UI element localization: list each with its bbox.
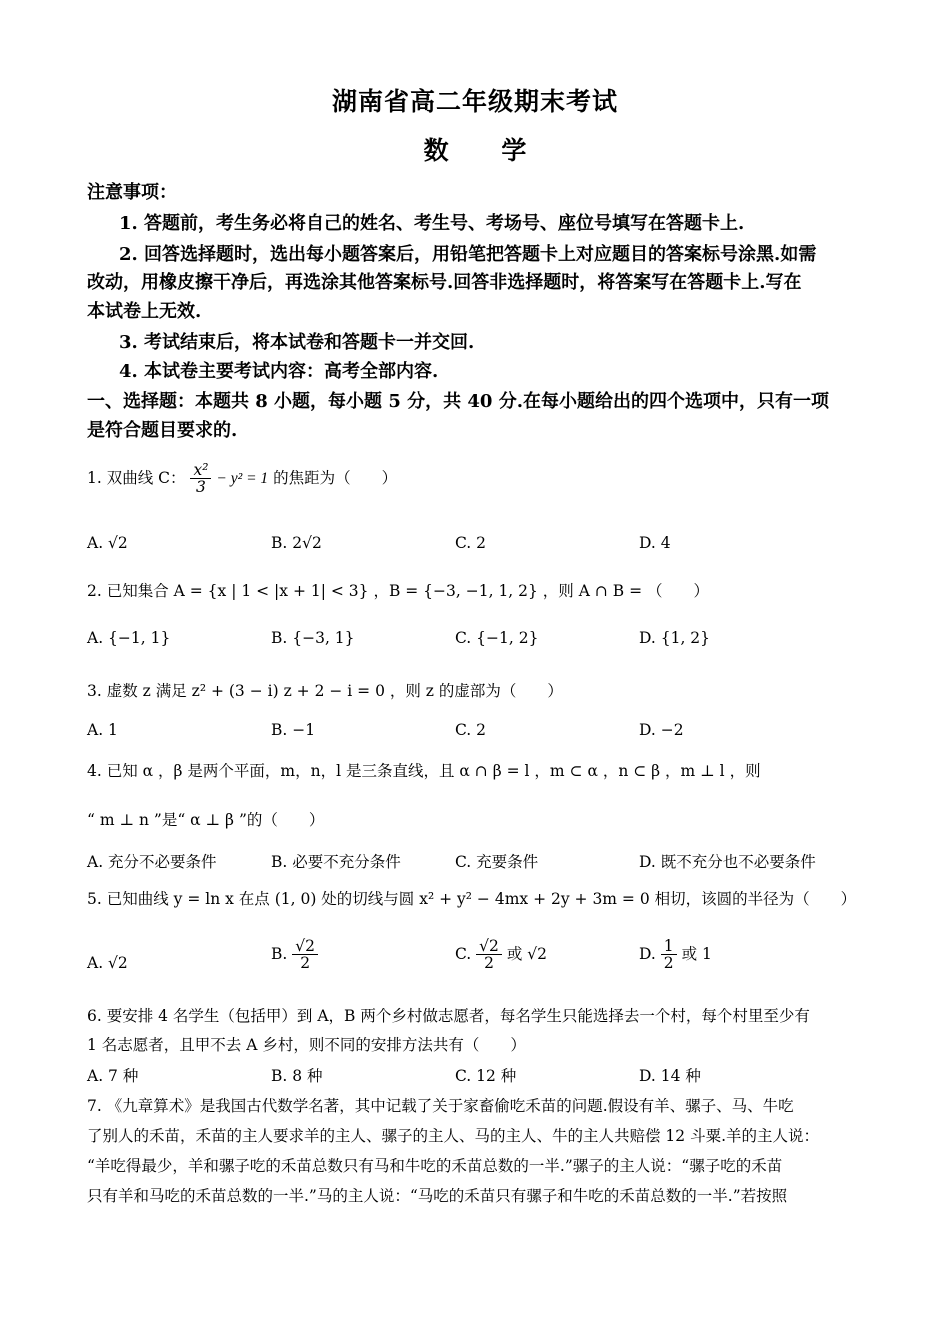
q6-option-c: C. 12 种	[455, 1067, 517, 1085]
note-2-line-2: 改动，用橡皮擦干净后，再选涂其他答案标号.回答非选择题时，将答案写在答题卡上.写在	[87, 272, 802, 293]
q5-option-c	[455, 938, 547, 972]
q1-fraction	[190, 462, 211, 496]
note-4: 4. 本试卷主要考试内容：高考全部内容.	[119, 361, 439, 382]
question-7-line-2: 了别人的禾苗，禾苗的主人要求羊的主人、骡子的主人、马的主人、牛的主人共赔偿 12 斗粟.羊的主人说：	[87, 1127, 820, 1145]
question-3: 3. 虚数 z 满足 z² + (3 − i) z + 2 − i = 0 ，则 z 的虚部为（ ）	[87, 682, 563, 700]
exam-title: 湖南省高二年级期末考试	[331, 87, 618, 116]
question-5: 5. 已知曲线 y = ln x 在点 (1, 0) 处的切线与圆 x² + y² − 4mx + 2y + 3m = 0 相切，该圆的半径为（ ）	[87, 890, 857, 908]
question-4-line-1: 4. 已知 α ，β 是两个平面，m，n，l 是三条直线，且 α ∩ β = l ，m ⊂ α ，n ⊂ β ，m ⊥ l ，则	[87, 762, 761, 780]
question-2: 2. 已知集合 A = {x | 1 < |x + 1| < 3} ，B = {−3, −1, 1, 2} ，则 A ∩ B = （ ）	[87, 582, 709, 600]
note-3: 3. 考试结束后，将本试卷和答题卡一并交回.	[119, 332, 475, 353]
q5-option-d-denominator: 2	[661, 954, 677, 971]
q2-option-a: A. {−1, 1}	[87, 629, 171, 647]
q5-option-c-fraction	[476, 938, 502, 972]
question-6-line-2: 1 名志愿者，且甲不去 A 乡村，则不同的安排方法共有（ ）	[87, 1036, 526, 1054]
question-7-line-3: “羊吃得最少，羊和骡子吃的禾苗总数只有马和牛吃的禾苗总数的一半.”骡子的主人说：“骡子吃的禾苗	[87, 1157, 783, 1175]
q2-option-d: D. {1, 2}	[639, 629, 711, 647]
q5-option-d-label: D.	[639, 944, 656, 963]
section-1-heading-line-2: 是符合题目要求的.	[87, 420, 238, 441]
q4-option-a: A. 充分不必要条件	[87, 853, 217, 871]
subject-title: 数 学	[423, 136, 549, 165]
q1-option-a: A. √2	[87, 534, 128, 552]
q1-suffix: 的焦距为（ ）	[273, 468, 398, 487]
q1-numerator: x²	[193, 461, 209, 479]
q5-option-b-fraction	[292, 938, 318, 972]
q4-option-b: B. 必要不充分条件	[271, 853, 401, 871]
q3-option-b: B. −1	[271, 721, 316, 739]
q5-option-b-numerator: √2	[295, 937, 316, 955]
q3-option-c: C. 2	[455, 721, 487, 739]
question-4-line-2: “ m ⊥ n ”是“ α ⊥ β ”的（ ）	[87, 811, 325, 829]
q5-option-c-rest: 或 √2	[506, 944, 548, 963]
q1-option-b: B. 2√2	[271, 534, 322, 552]
q1-option-d: D. 4	[639, 534, 671, 552]
q6-option-a: A. 7 种	[87, 1067, 139, 1085]
q5-option-d-rest: 或 1	[681, 944, 712, 963]
q1-option-c: C. 2	[455, 534, 487, 552]
q3-option-d: D. −2	[639, 721, 684, 739]
q1-denominator: 3	[190, 478, 211, 495]
q3-option-a: A. 1	[87, 721, 118, 739]
q5-option-b-label: B.	[271, 944, 288, 963]
note-1: 1. 答题前，考生务必将自己的姓名、考生号、考场号、座位号填写在答题卡上.	[119, 213, 745, 234]
note-2-line-3: 本试卷上无效.	[87, 301, 202, 322]
q1-prefix: 1. 双曲线 C：	[87, 468, 186, 487]
q5-option-b	[271, 938, 318, 972]
q6-option-b: B. 8 种	[271, 1067, 323, 1085]
section-1-heading-line-1: 一、选择题：本题共 8 小题，每小题 5 分，共 40 分.在每小题给出的四个选项中，只有一项	[87, 391, 829, 412]
q5-option-a: A. √2	[87, 954, 128, 972]
q4-option-c: C. 充要条件	[455, 853, 539, 871]
q5-option-c-label: C.	[455, 944, 472, 963]
q5-option-c-denominator: 2	[476, 954, 502, 971]
q2-option-b: B. {−3, 1}	[271, 629, 355, 647]
q4-option-d: D. 既不充分也不必要条件	[639, 853, 816, 871]
notes-heading: 注意事项：	[87, 182, 177, 203]
q5-option-d-numerator: 1	[663, 937, 674, 955]
question-1	[87, 462, 397, 496]
note-2-line-1: 2. 回答选择题时，选出每小题答案后，用铅笔把答题卡上对应题目的答案标号涂黑.如需	[119, 244, 817, 265]
q5-option-d-fraction	[661, 938, 677, 972]
q5-option-c-numerator: √2	[479, 937, 499, 955]
q1-equation-rest: − y² = 1	[216, 469, 269, 487]
q2-option-c: C. {−1, 2}	[455, 629, 539, 647]
question-7-line-1: 7. 《九章算术》是我国古代数学名著，其中记载了关于家畜偷吃禾苗的问题.假设有羊、骡子、马、牛吃	[87, 1097, 794, 1115]
question-6-line-1: 6. 要安排 4 名学生（包括甲）到 A，B 两个乡村做志愿者，每名学生只能选择去一个村，每个村里至少有	[87, 1007, 810, 1025]
q5-option-d	[639, 938, 712, 972]
q5-option-b-denominator: 2	[292, 954, 318, 971]
question-7-line-4: 只有羊和马吃的禾苗总数的一半.”马的主人说：“马吃的禾苗只有骡子和牛吃的禾苗总数的一半.”若按照	[87, 1187, 788, 1205]
q6-option-d: D. 14 种	[639, 1067, 701, 1085]
